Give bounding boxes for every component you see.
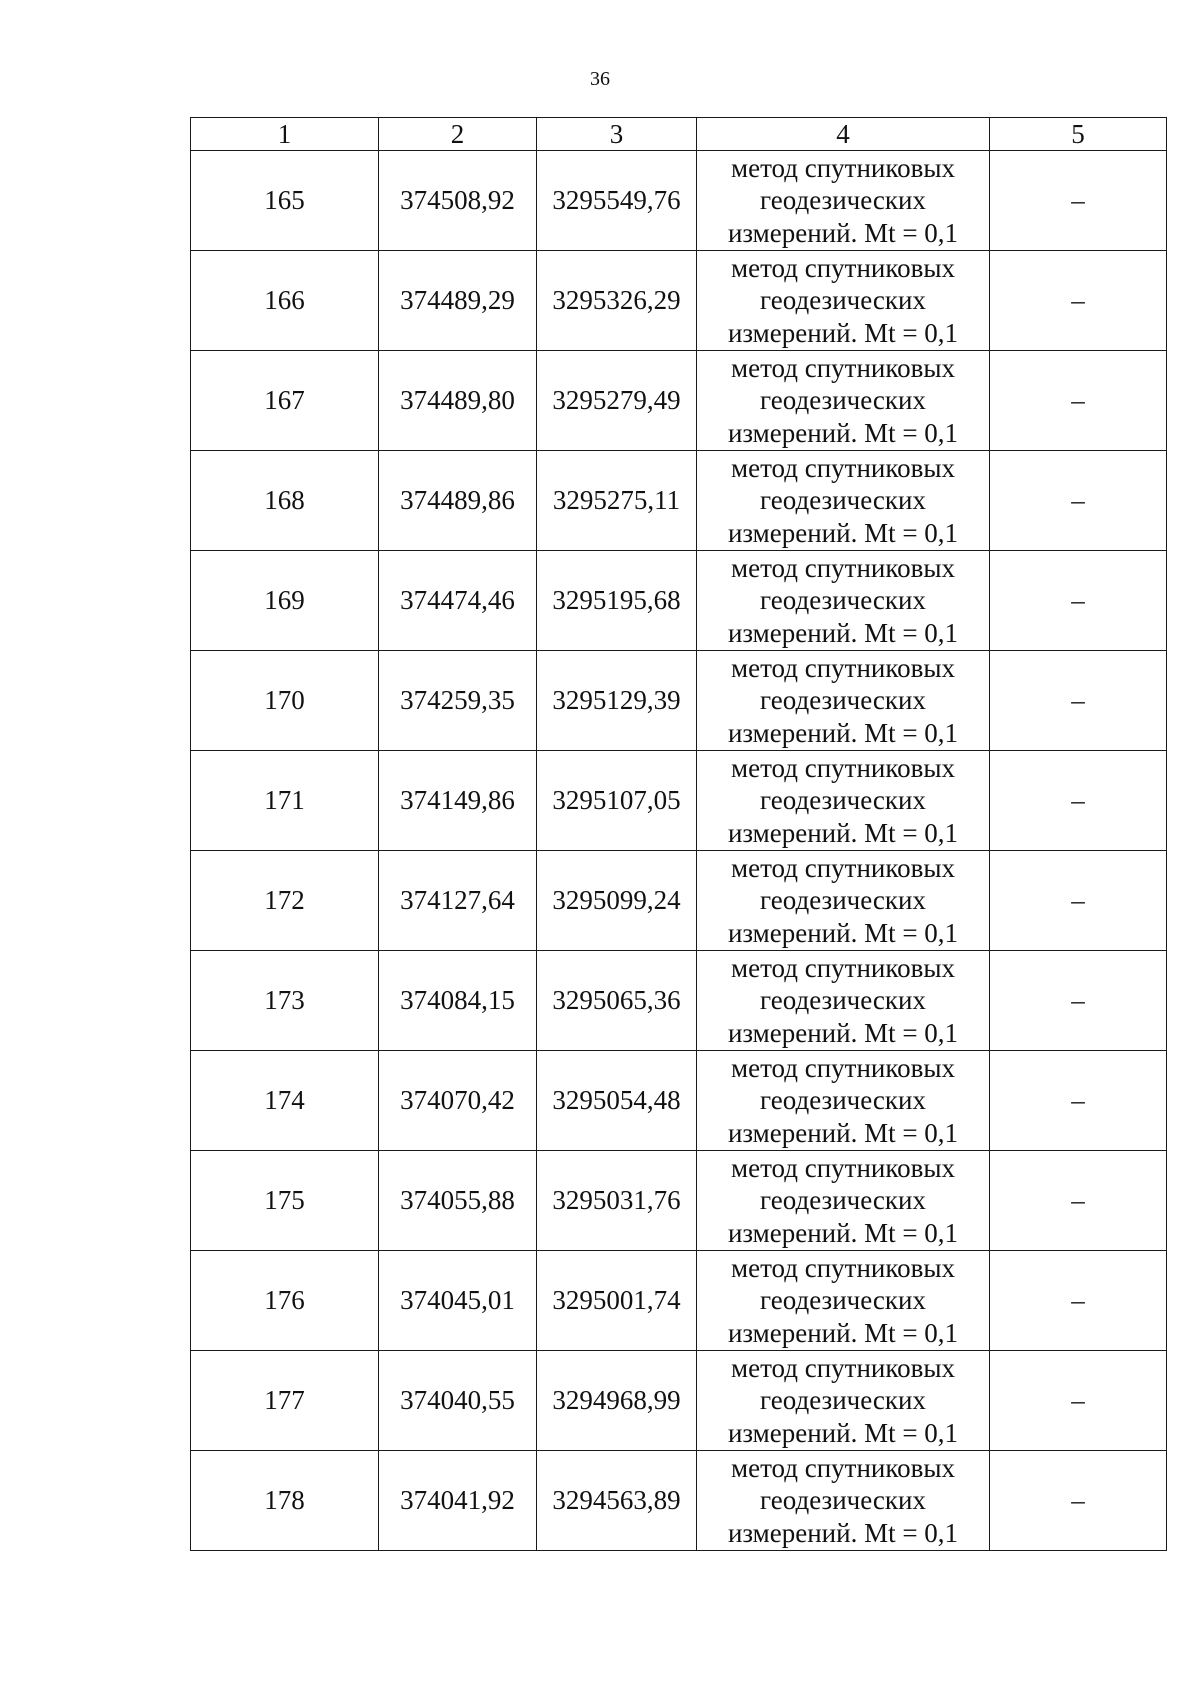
y-coordinate-cell: 3295031,76 — [537, 1151, 697, 1251]
note-cell: – — [990, 1451, 1167, 1551]
method-line: измерений. Mt = 0,1 — [727, 1217, 959, 1248]
point-number-cell: 177 — [191, 1351, 379, 1451]
point-number-cell: 166 — [191, 251, 379, 351]
point-number-cell: 174 — [191, 1051, 379, 1151]
method-line: измерений. Mt = 0,1 — [727, 1317, 959, 1348]
x-coordinate-cell: 374259,35 — [379, 651, 537, 751]
point-number-cell: 176 — [191, 1251, 379, 1351]
method-line: геодезических — [760, 1485, 926, 1516]
point-number-cell: 165 — [191, 151, 379, 251]
method-cell — [697, 851, 990, 951]
method-line: метод спутниковых — [731, 952, 955, 983]
point-number-cell: 178 — [191, 1451, 379, 1551]
method-line: метод спутниковых — [731, 552, 955, 583]
y-coordinate-cell: 3295129,39 — [537, 651, 697, 751]
method-cell — [697, 751, 990, 851]
column-header: 1 — [191, 118, 379, 151]
note-cell: – — [990, 651, 1167, 751]
y-coordinate-cell: 3295275,11 — [537, 451, 697, 551]
coordinates-table — [190, 117, 1167, 1551]
note-cell: – — [990, 351, 1167, 451]
y-coordinate-cell: 3295001,74 — [537, 1251, 697, 1351]
method-line: метод спутниковых — [731, 152, 955, 183]
method-cell — [697, 1451, 990, 1551]
method-line: метод спутниковых — [731, 1252, 955, 1283]
method-cell — [697, 1251, 990, 1351]
table-row — [191, 151, 1167, 251]
table-row — [191, 1151, 1167, 1251]
point-number-cell: 171 — [191, 751, 379, 851]
note-cell: – — [990, 1151, 1167, 1251]
method-line: геодезических — [760, 185, 926, 216]
method-line: геодезических — [760, 785, 926, 816]
method-cell — [697, 151, 990, 251]
method-line: метод спутниковых — [731, 852, 955, 883]
x-coordinate-cell: 374041,92 — [379, 1451, 537, 1551]
method-line: измерений. Mt = 0,1 — [727, 817, 959, 848]
method-line: измерений. Mt = 0,1 — [727, 917, 959, 948]
x-coordinate-cell: 374474,46 — [379, 551, 537, 651]
x-coordinate-cell: 374489,29 — [379, 251, 537, 351]
method-cell — [697, 251, 990, 351]
table-row — [191, 251, 1167, 351]
x-coordinate-cell: 374040,55 — [379, 1351, 537, 1451]
x-coordinate-cell: 374508,92 — [379, 151, 537, 251]
method-line: метод спутниковых — [731, 1052, 955, 1083]
point-number-cell: 168 — [191, 451, 379, 551]
y-coordinate-cell: 3295107,05 — [537, 751, 697, 851]
method-cell — [697, 351, 990, 451]
table-row — [191, 1351, 1167, 1451]
note-cell: – — [990, 151, 1167, 251]
note-cell: – — [990, 851, 1167, 951]
method-line: метод спутниковых — [731, 1452, 955, 1483]
method-line: измерений. Mt = 0,1 — [727, 1017, 959, 1048]
method-line: метод спутниковых — [731, 452, 955, 483]
method-line: измерений. Mt = 0,1 — [727, 217, 959, 248]
method-line: метод спутниковых — [731, 1352, 955, 1383]
point-number-cell: 170 — [191, 651, 379, 751]
x-coordinate-cell: 374045,01 — [379, 1251, 537, 1351]
note-cell: – — [990, 951, 1167, 1051]
note-cell: – — [990, 1251, 1167, 1351]
y-coordinate-cell: 3295054,48 — [537, 1051, 697, 1151]
table-row — [191, 1251, 1167, 1351]
table-row — [191, 351, 1167, 451]
note-cell: – — [990, 251, 1167, 351]
method-line: геодезических — [760, 1185, 926, 1216]
x-coordinate-cell: 374055,88 — [379, 1151, 537, 1251]
table-row — [191, 551, 1167, 651]
method-cell — [697, 1351, 990, 1451]
column-header: 4 — [697, 118, 990, 151]
table-row — [191, 451, 1167, 551]
point-number-cell: 167 — [191, 351, 379, 451]
method-line: измерений. Mt = 0,1 — [727, 1417, 959, 1448]
note-cell: – — [990, 451, 1167, 551]
x-coordinate-cell: 374489,86 — [379, 451, 537, 551]
method-cell — [697, 1051, 990, 1151]
column-header: 2 — [379, 118, 537, 151]
page-number: 36 — [590, 68, 610, 90]
method-line: геодезических — [760, 1285, 926, 1316]
x-coordinate-cell: 374070,42 — [379, 1051, 537, 1151]
method-line: метод спутниковых — [731, 752, 955, 783]
point-number-cell: 173 — [191, 951, 379, 1051]
column-header: 3 — [537, 118, 697, 151]
method-line: метод спутниковых — [731, 652, 955, 683]
x-coordinate-cell: 374149,86 — [379, 751, 537, 851]
note-cell: – — [990, 1351, 1167, 1451]
x-coordinate-cell: 374127,64 — [379, 851, 537, 951]
method-line: геодезических — [760, 885, 926, 916]
method-cell — [697, 551, 990, 651]
method-line: метод спутниковых — [731, 352, 955, 383]
method-line: измерений. Mt = 0,1 — [727, 617, 959, 648]
note-cell: – — [990, 551, 1167, 651]
method-cell — [697, 1151, 990, 1251]
note-cell: – — [990, 1051, 1167, 1151]
method-line: измерений. Mt = 0,1 — [727, 517, 959, 548]
y-coordinate-cell: 3295099,24 — [537, 851, 697, 951]
method-line: метод спутниковых — [731, 1152, 955, 1183]
x-coordinate-cell: 374489,80 — [379, 351, 537, 451]
method-line: геодезических — [760, 385, 926, 416]
method-line: измерений. Mt = 0,1 — [727, 717, 959, 748]
point-number-cell: 169 — [191, 551, 379, 651]
y-coordinate-cell: 3295065,36 — [537, 951, 697, 1051]
method-cell — [697, 651, 990, 751]
note-cell: – — [990, 751, 1167, 851]
table-row — [191, 651, 1167, 751]
coordinates-table-container — [190, 117, 1166, 1551]
y-coordinate-cell: 3295326,29 — [537, 251, 697, 351]
column-header: 5 — [990, 118, 1167, 151]
method-line: геодезических — [760, 1385, 926, 1416]
method-line: геодезических — [760, 585, 926, 616]
method-line: геодезических — [760, 1085, 926, 1116]
table-row — [191, 851, 1167, 951]
y-coordinate-cell: 3295279,49 — [537, 351, 697, 451]
y-coordinate-cell: 3294563,89 — [537, 1451, 697, 1551]
method-line: измерений. Mt = 0,1 — [727, 1517, 959, 1548]
table-row — [191, 951, 1167, 1051]
method-cell — [697, 451, 990, 551]
table-row — [191, 1451, 1167, 1551]
method-line: измерений. Mt = 0,1 — [727, 317, 959, 348]
table-row — [191, 751, 1167, 851]
method-line: геодезических — [760, 985, 926, 1016]
y-coordinate-cell: 3295549,76 — [537, 151, 697, 251]
y-coordinate-cell: 3294968,99 — [537, 1351, 697, 1451]
method-line: измерений. Mt = 0,1 — [727, 1117, 959, 1148]
method-line: геодезических — [760, 285, 926, 316]
point-number-cell: 175 — [191, 1151, 379, 1251]
method-line: метод спутниковых — [731, 252, 955, 283]
method-line: измерений. Mt = 0,1 — [727, 417, 959, 448]
x-coordinate-cell: 374084,15 — [379, 951, 537, 1051]
table-body — [191, 151, 1167, 1551]
method-line: геодезических — [760, 685, 926, 716]
method-line: геодезических — [760, 485, 926, 516]
table-header-row — [191, 118, 1167, 151]
point-number-cell: 172 — [191, 851, 379, 951]
method-cell — [697, 951, 990, 1051]
table-row — [191, 1051, 1167, 1151]
y-coordinate-cell: 3295195,68 — [537, 551, 697, 651]
